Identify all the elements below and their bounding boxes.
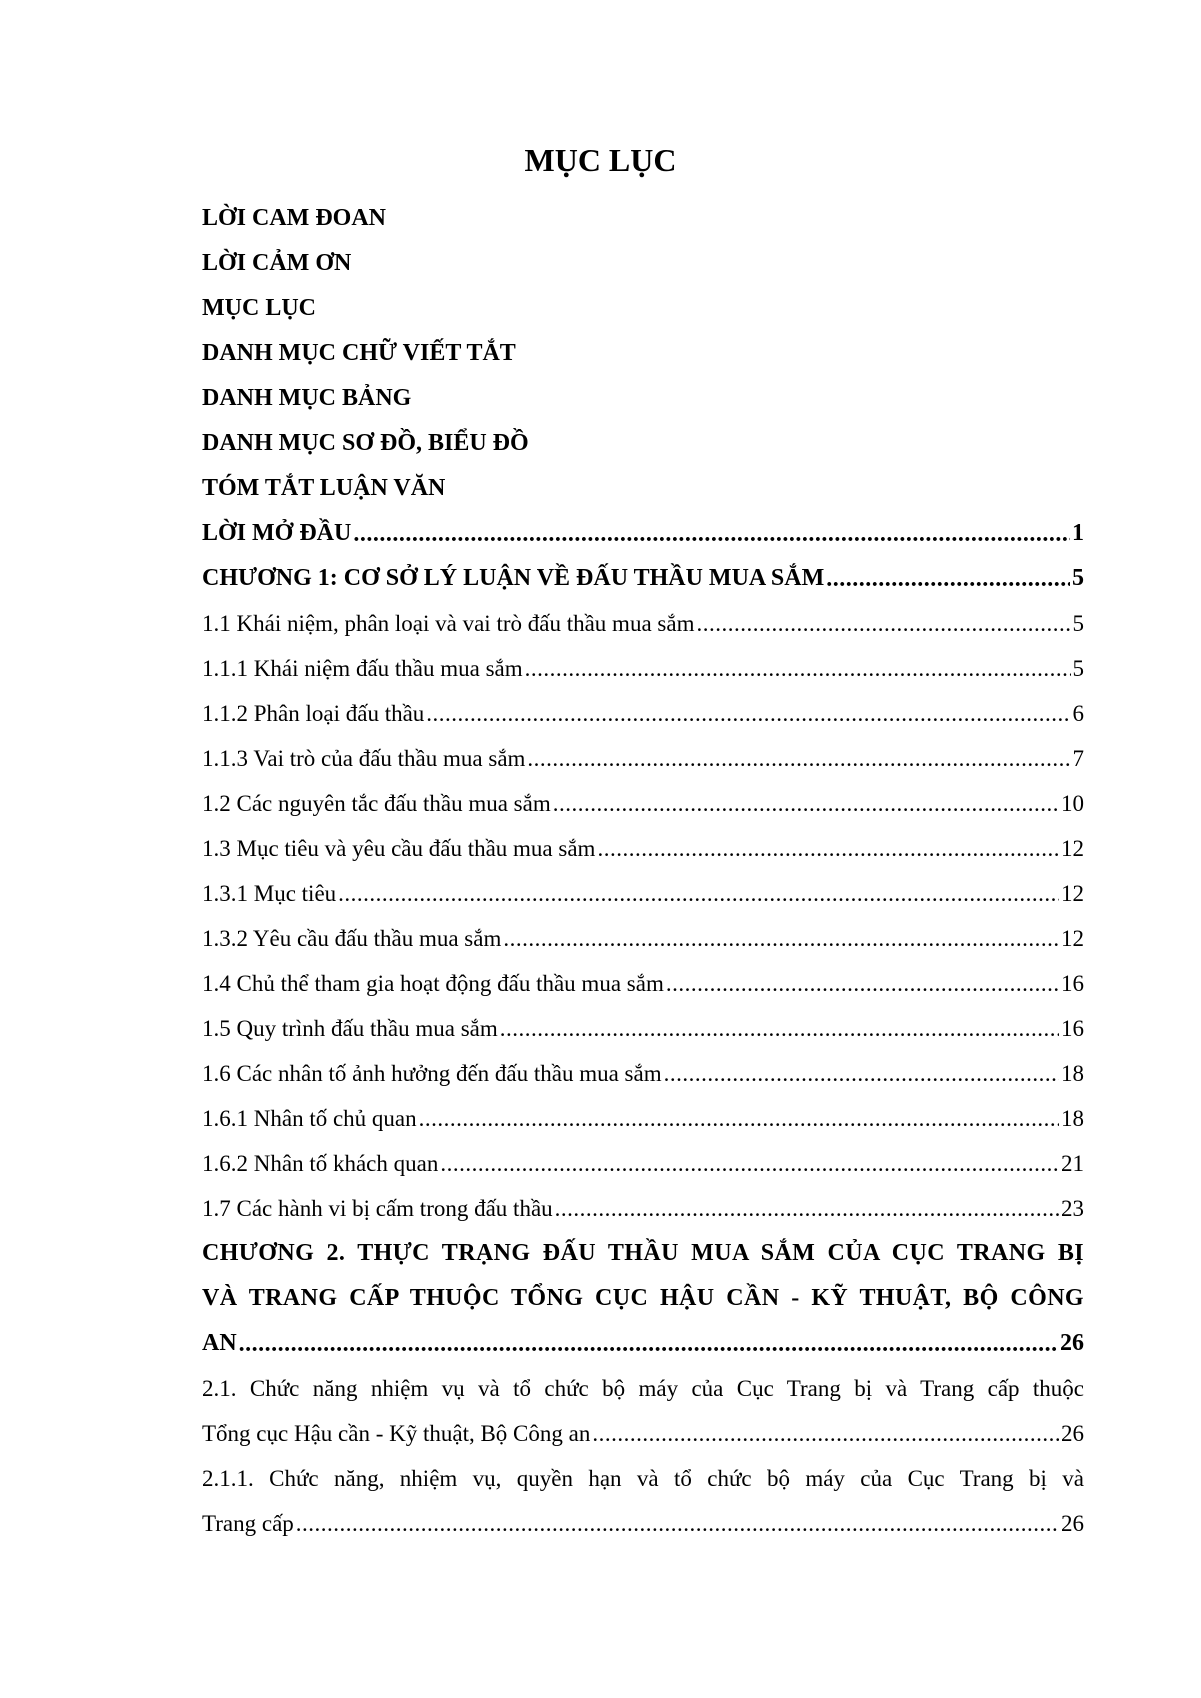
toc-entry-label: 1.1 Khái niệm, phân loại và vai trò đấu thầu mua sắm: [202, 610, 695, 636]
dot-leader: [664, 1060, 1059, 1088]
dot-leader: [666, 970, 1059, 998]
toc-entry-loi-mo-dau[interactable]: [202, 511, 1084, 556]
toc-entry-label-line: 2.1.1. Chức năng, nhiệm vụ, quyền hạn và tổ chức bộ máy của Cục Trang bị và: [202, 1466, 1084, 1491]
dot-leader: [296, 1510, 1059, 1538]
toc-entry-label: 1.3.1 Mục tiêu: [202, 880, 337, 906]
toc-page-number: 5: [1072, 610, 1084, 636]
toc-entry-label: 1.1.2 Phân loại đấu thầu: [202, 700, 425, 726]
dot-leader: [696, 610, 1070, 638]
dot-leader: [525, 655, 1071, 683]
toc-entry-chuong-1[interactable]: [202, 556, 1084, 601]
toc-page-number: 10: [1061, 790, 1084, 816]
toc-entry-label: LỜI CẢM ƠN: [202, 250, 352, 276]
toc-entry-label: 1.1.1 Khái niệm đấu thầu mua sắm: [202, 655, 523, 681]
dot-leader: [440, 1150, 1059, 1178]
toc-entry-1-4[interactable]: [202, 961, 1084, 1006]
toc-entry-label: 1.4 Chủ thể tham gia hoạt động đấu thầu mua sắm: [202, 970, 664, 996]
toc-entry-1-3-1[interactable]: [202, 871, 1084, 916]
toc-page-number: 26: [1061, 1510, 1084, 1536]
toc-entry-1-2[interactable]: [202, 781, 1084, 826]
dot-leader: [239, 1329, 1058, 1358]
toc-page-number: 26: [1061, 1420, 1084, 1446]
toc-entry-last-line: [202, 1321, 1084, 1366]
toc-entry-1-6-1[interactable]: [202, 1096, 1084, 1141]
toc-entry-1-6[interactable]: [202, 1051, 1084, 1096]
toc-entry-1-3-2[interactable]: [202, 916, 1084, 961]
toc-entry-label: LỜI CAM ĐOAN: [202, 205, 386, 231]
toc-entry-label-line: Tổng cục Hậu cần - Kỹ thuật, Bộ Công an: [202, 1420, 591, 1446]
toc-entry-label-line: AN: [202, 1330, 237, 1356]
toc-page-number: 21: [1061, 1150, 1084, 1176]
toc-entry-label: 1.2 Các nguyên tắc đấu thầu mua sắm: [202, 790, 551, 816]
toc-entry-label-line: 2.1. Chức năng nhiệm vụ và tổ chức bộ máy của Cục Trang bị và Trang cấp thuộc: [202, 1376, 1084, 1401]
toc-page-number: 5: [1072, 565, 1084, 591]
toc-page-number: 18: [1061, 1060, 1084, 1086]
toc-entry-label-line: CHƯƠNG 2. THỰC TRẠNG ĐẤU THẦU MUA SẮM CỦA CỤC TRANG BỊ: [202, 1240, 1084, 1266]
toc-entry-label: 1.6.1 Nhân tố chủ quan: [202, 1105, 417, 1131]
toc-page-number: 26: [1060, 1330, 1084, 1356]
toc-entry-label: 1.6.2 Nhân tố khách quan: [202, 1150, 439, 1176]
toc-entry-loi-cam-doan[interactable]: [202, 196, 1084, 241]
toc-entry-2-1[interactable]: [202, 1366, 1084, 1456]
toc-entry-1-5[interactable]: [202, 1006, 1084, 1051]
toc-page-number: 6: [1072, 700, 1084, 726]
dot-leader: [826, 564, 1070, 593]
dot-leader: [426, 700, 1070, 728]
toc-entry-danh-muc-so-do[interactable]: [202, 421, 1084, 466]
dot-leader: [353, 519, 1070, 548]
toc-entry-label: 1.3.2 Yêu cầu đấu thầu mua sắm: [202, 925, 502, 951]
toc-page-number: 12: [1061, 880, 1084, 906]
toc-entry-chuong-2[interactable]: [202, 1231, 1084, 1366]
dot-leader: [553, 790, 1059, 818]
toc-entry-last-line: [202, 1501, 1084, 1546]
toc-page-number: 7: [1072, 745, 1084, 771]
toc-entry-label: 1.3 Mục tiêu và yêu cầu đấu thầu mua sắm: [202, 835, 596, 861]
dot-leader: [592, 1420, 1059, 1448]
toc-entry-label: TÓM TẮT LUẬN VĂN: [202, 475, 446, 501]
dot-leader: [527, 745, 1070, 773]
toc-entry-muc-luc[interactable]: [202, 286, 1084, 331]
dot-leader: [419, 1105, 1059, 1133]
toc-entry-label: LỜI MỞ ĐẦU: [202, 520, 352, 546]
dot-leader: [555, 1195, 1059, 1223]
toc-page-number: 16: [1061, 1015, 1084, 1041]
toc-page-number: 16: [1061, 970, 1084, 996]
toc-entry-label: 1.1.3 Vai trò của đấu thầu mua sắm: [202, 745, 526, 771]
table-of-contents: [202, 196, 1084, 1546]
toc-page-number: 18: [1061, 1105, 1084, 1131]
toc-entry-label: DANH MỤC BẢNG: [202, 385, 412, 411]
toc-entry-label: 1.5 Quy trình đấu thầu mua sắm: [202, 1015, 498, 1041]
toc-page-number: 12: [1061, 925, 1084, 951]
toc-entry-label: 1.7 Các hành vi bị cấm trong đấu thầu: [202, 1195, 553, 1221]
toc-entry-label: MỤC LỤC: [202, 295, 316, 321]
toc-entry-1-1-3[interactable]: [202, 736, 1084, 781]
toc-entry-label-line: VÀ TRANG CẤP THUỘC TỔNG CỤC HẬU CẦN - KỸ THUẬT, BỘ CÔNG: [202, 1285, 1084, 1311]
toc-entry-1-7[interactable]: [202, 1186, 1084, 1231]
toc-entry-1-6-2[interactable]: [202, 1141, 1084, 1186]
dot-leader: [500, 1015, 1059, 1043]
toc-page-number: 5: [1072, 655, 1084, 681]
dot-leader: [338, 880, 1059, 908]
toc-page-number: 1: [1072, 520, 1084, 546]
toc-entry-danh-muc-bang[interactable]: [202, 376, 1084, 421]
dot-leader: [597, 835, 1059, 863]
toc-entry-label: DANH MỤC CHỮ VIẾT TẮT: [202, 340, 516, 366]
toc-entry-loi-cam-on[interactable]: [202, 241, 1084, 286]
toc-entry-1-3[interactable]: [202, 826, 1084, 871]
toc-entry-label-line: Trang cấp: [202, 1510, 294, 1536]
toc-entry-1-1-1[interactable]: [202, 646, 1084, 691]
toc-page-number: 23: [1061, 1195, 1084, 1221]
toc-entry-tom-tat[interactable]: [202, 466, 1084, 511]
page-title: MỤC LỤC: [524, 142, 677, 178]
toc-entry-label: 1.6 Các nhân tố ảnh hưởng đến đấu thầu mua sắm: [202, 1060, 662, 1086]
toc-entry-label: CHƯƠNG 1: CƠ SỞ LÝ LUẬN VỀ ĐẤU THẦU MUA SẮM: [202, 565, 825, 591]
dot-leader: [503, 925, 1059, 953]
toc-entry-1-1-2[interactable]: [202, 691, 1084, 736]
toc-entry-last-line: [202, 1411, 1084, 1456]
toc-entry-label: DANH MỤC SƠ ĐỒ, BIỂU ĐỒ: [202, 430, 529, 456]
toc-entry-2-1-1[interactable]: [202, 1456, 1084, 1546]
toc-entry-1-1[interactable]: [202, 601, 1084, 646]
toc-entry-danh-muc-chu-viet-tat[interactable]: [202, 331, 1084, 376]
toc-page-number: 12: [1061, 835, 1084, 861]
